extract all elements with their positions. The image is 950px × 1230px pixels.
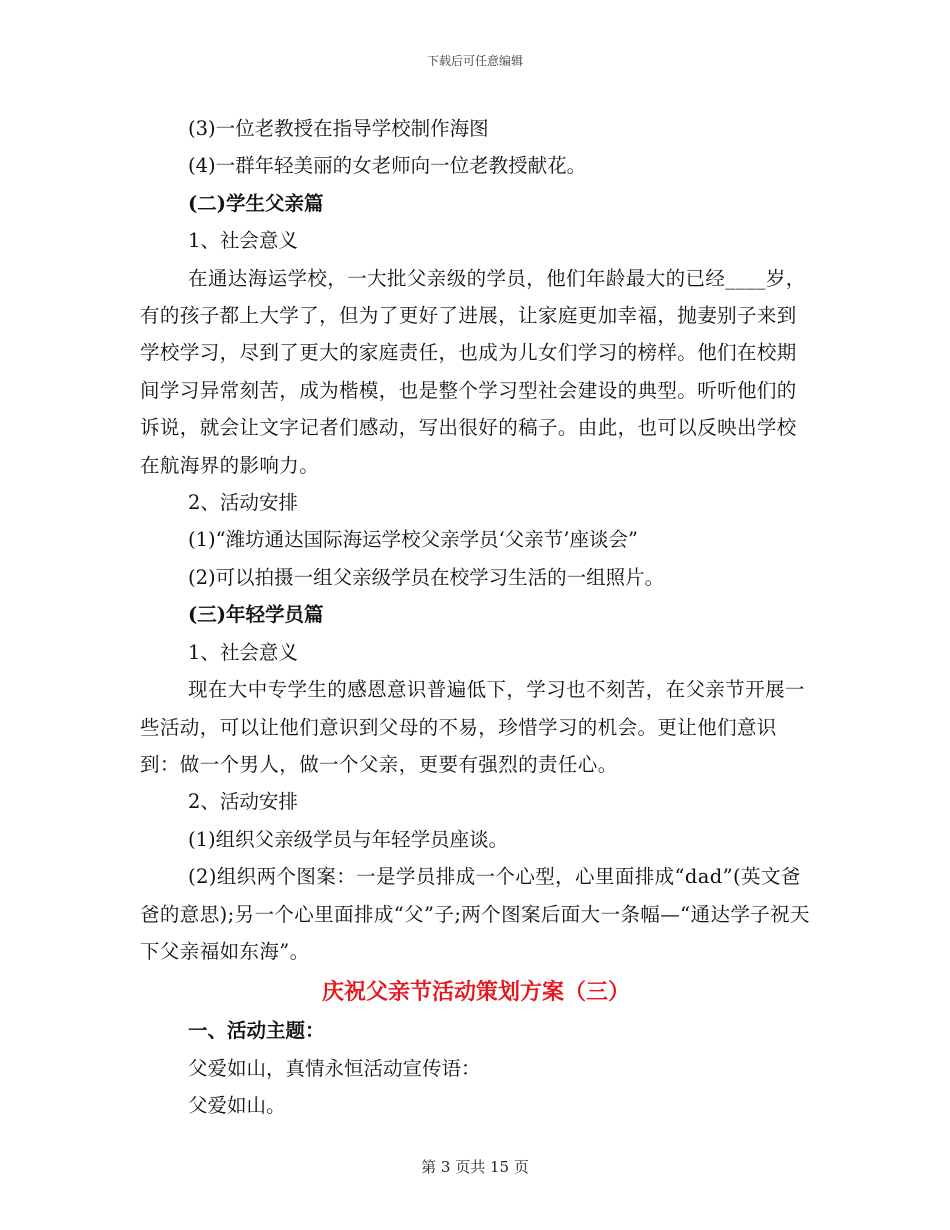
list-item: (1)“潍坊通达国际海运学校父亲学员‘父亲节’座谈会” xyxy=(188,528,638,552)
subsection-heading: 2、活动安排 xyxy=(188,491,298,515)
document-body xyxy=(140,110,812,1125)
paragraph-line: 父爱如山，真情永恒活动宣传语： xyxy=(188,1056,481,1080)
subsection-heading: 1、社会意义 xyxy=(188,640,298,664)
subsection-heading: 1、社会意义 xyxy=(188,229,298,253)
list-item: (2)可以拍摄一组父亲级学员在校学习生活的一组照片。 xyxy=(188,565,665,589)
paragraph: (2)组织两个图案：一是学员排成一个心型，心里面排成“dad”(英文爸爸的意思);另一个心里面排成“父”子;两个图案后面大一条幅—“通达学子祝天下父亲福如东海”。 xyxy=(140,865,810,963)
document-title: 庆祝父亲节活动策划方案（三） xyxy=(321,979,630,1006)
list-item: (3)一位老教授在指导学校制作海图 xyxy=(188,117,489,140)
section-heading: (三)年轻学员篇 xyxy=(188,603,324,627)
page-header: 下载后可任意编辑 xyxy=(426,54,523,68)
paragraph: 现在大中专学生的感恩意识普遍低下，学习也不刻苦，在父亲节开展一些活动，可以让他们意识到父母的不易，珍惜学习的机会。更让他们意识到：做一个男人，做一个父亲，更要有强烈的责任心。 xyxy=(140,678,805,776)
list-item: (1)组织父亲级学员与年轻学员座谈。 xyxy=(188,827,509,851)
section-heading: (二)学生父亲篇 xyxy=(188,191,324,215)
list-item: (4)一群年轻美丽的女老师向一位老教授献花。 xyxy=(188,154,587,178)
section-heading: 一、活动主题： xyxy=(188,1019,325,1043)
paragraph: 在通达海运学校，一大批父亲级的学员，他们年龄最大的已经____岁，有的孩子都上大学了，但为了更好了进展，让家庭更加幸福，抛妻别子来到学校学习，尽到了更大的家庭责任，也成为儿女们学习的榜样。他们在校期间学习异常刻苦，成为楷模，也是整个学习型社会建设的典型。听听他们的诉说，就会让文字记者们感动，写出很好的稿子。由此，也可以反映出学校在航海界的影响力。 xyxy=(140,266,806,477)
page-footer: 第 3 页共 15 页 xyxy=(421,1158,529,1176)
subsection-heading: 2、活动安排 xyxy=(188,790,298,814)
paragraph-line: 父爱如山。 xyxy=(188,1094,286,1118)
